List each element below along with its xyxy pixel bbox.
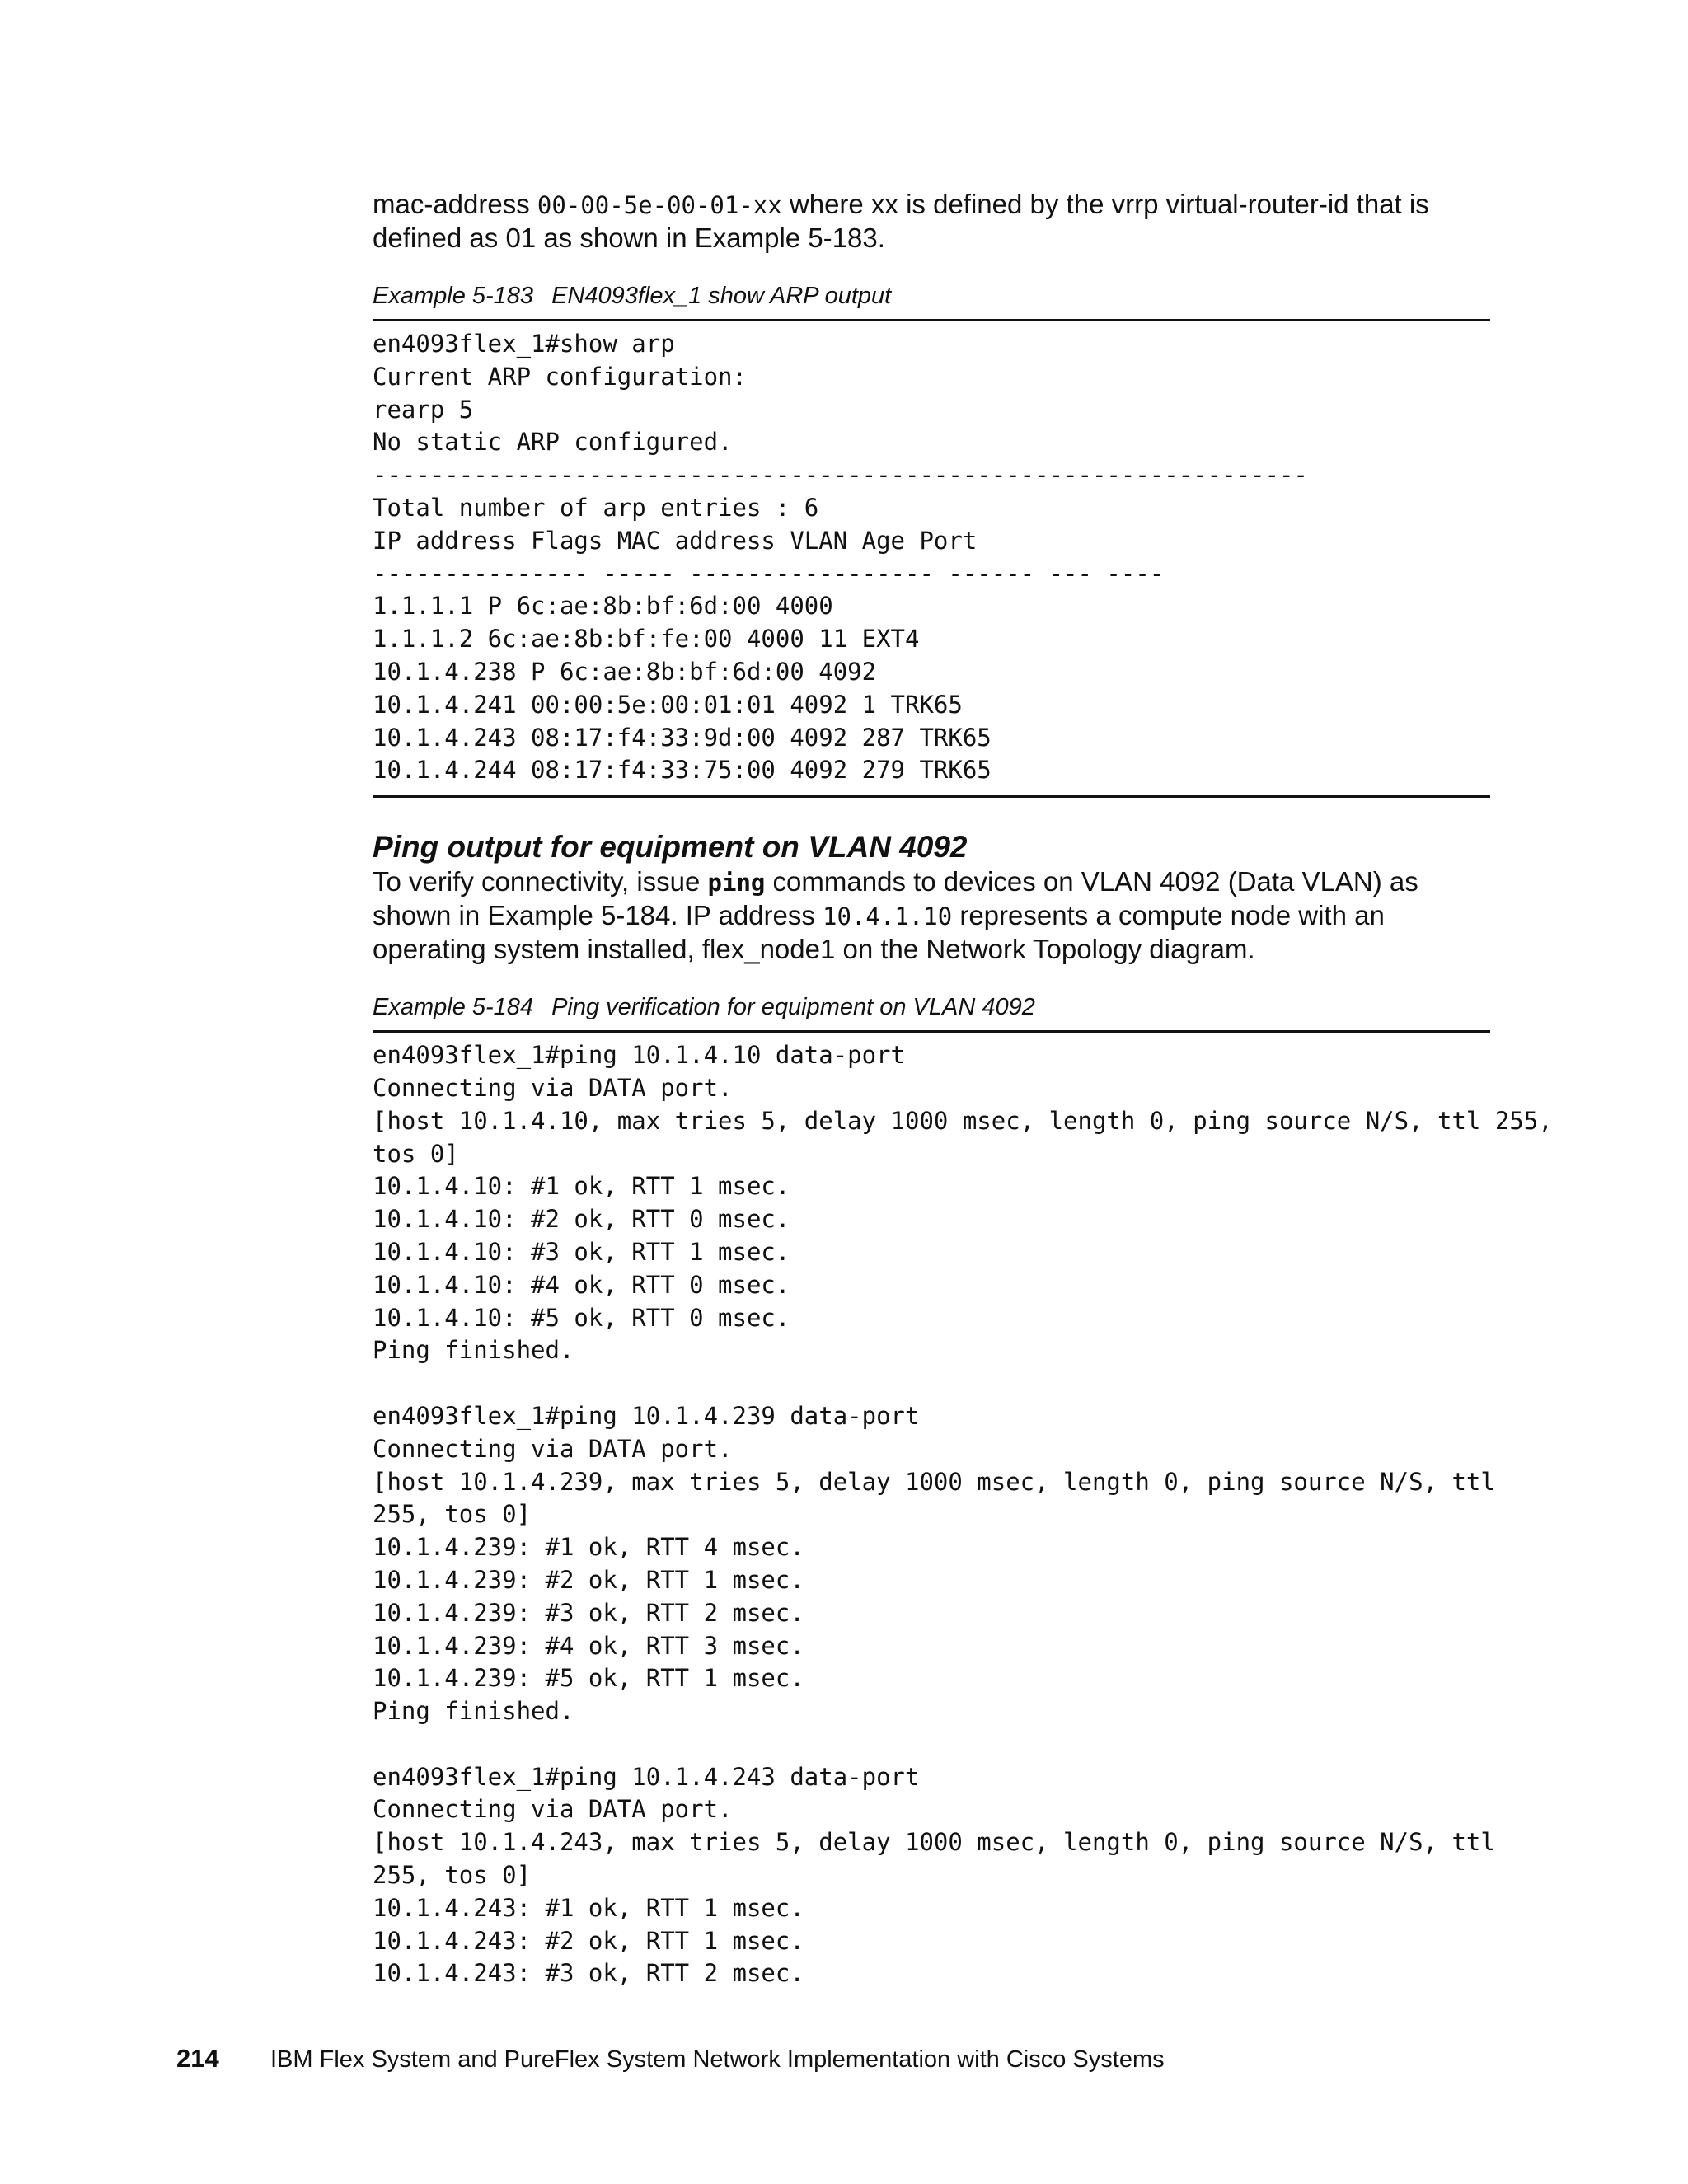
ping-command-code: ping xyxy=(707,869,766,898)
arp-output-line: ----------------------------------------------------------------- xyxy=(373,461,1308,490)
section-heading: Ping output for equipment on VLAN 4092 xyxy=(373,830,968,865)
intro-text-end: where xx is defined by the vrrp virtual-router-id that is defined as 01 as shown in Example 5-183. xyxy=(373,189,1429,253)
ping-output-line: en4093flex_1#ping 10.1.4.243 data-port xyxy=(373,1762,920,1791)
example-5-184-caption xyxy=(373,992,1490,1033)
ping-output-line: tos 0] xyxy=(373,1139,459,1168)
ping-output-line: 10.1.4.239: #1 ok, RTT 4 msec. xyxy=(373,1533,804,1562)
ping-output-line: 10.1.4.10: #1 ok, RTT 1 msec. xyxy=(373,1172,790,1201)
page-number: 214 xyxy=(176,2044,219,2073)
mac-address-code: 00-00-5e-00-01-xx xyxy=(537,191,782,219)
arp-output-line: en4093flex_1#show arp xyxy=(373,330,675,358)
ping-output-line: 10.1.4.239: #5 ok, RTT 1 msec. xyxy=(373,1664,804,1693)
ping-output-line: 10.1.4.243: #1 ok, RTT 1 msec. xyxy=(373,1893,804,1922)
ping-output-line: Ping finished. xyxy=(373,1336,574,1365)
arp-output-code-block xyxy=(373,321,1490,798)
arp-output-line: 10.1.4.241 00:00:5e:00:01:01 4092 1 TRK65 xyxy=(373,690,963,719)
ping-para-text-2: commands to devices on VLAN 4092 (Data VLAN) as shown in Example 5-184. IP address xyxy=(373,866,1418,931)
arp-output-line: No static ARP configured. xyxy=(373,428,733,457)
page-content xyxy=(373,188,1553,1999)
arp-output-line: 10.1.4.244 08:17:f4:33:75:00 4092 279 TRK65 xyxy=(373,756,992,785)
arp-output-line: rearp 5 xyxy=(373,395,474,424)
ping-output-line: 10.1.4.239: #2 ok, RTT 1 msec. xyxy=(373,1565,804,1594)
ping-para-text-3: represents a compute node with an operating system installed, flex_node1 on the Network Topology diagram. xyxy=(373,900,1385,965)
intro-paragraph xyxy=(373,188,1490,255)
arp-output-line: Current ARP configuration: xyxy=(373,362,747,391)
ping-output-line: 10.1.4.10: #2 ok, RTT 0 msec. xyxy=(373,1205,790,1234)
arp-output-line: Total number of arp entries : 6 xyxy=(373,493,819,522)
ping-output-line xyxy=(373,1367,1490,1400)
example-5-183-title: EN4093flex_1 show ARP output xyxy=(551,283,892,309)
ping-output-line: Connecting via DATA port. xyxy=(373,1434,733,1463)
ping-output-line: [host 10.1.4.10, max tries 5, delay 1000 msec, length 0, ping source N/S, ttl 255, xyxy=(373,1106,1553,1135)
arp-output-line: IP address Flags MAC address VLAN Age Port xyxy=(373,526,978,555)
example-5-183-label: Example 5-183 xyxy=(373,283,534,309)
arp-output-line: 1.1.1.1 P 6c:ae:8b:bf:6d:00 4000 xyxy=(373,592,833,621)
example-5-184-title: Ping verification for equipment on VLAN 4092 xyxy=(551,994,1035,1021)
ping-output-line: [host 10.1.4.239, max tries 5, delay 1000 msec, length 0, ping source N/S, ttl xyxy=(373,1467,1495,1496)
ping-output-line: [host 10.1.4.243, max tries 5, delay 1000 msec, length 0, ping source N/S, ttl xyxy=(373,1828,1495,1857)
ping-output-line: en4093flex_1#ping 10.1.4.239 data-port xyxy=(373,1401,920,1430)
ping-output-code-block xyxy=(373,1033,1553,1999)
ip-address-code: 10.4.1.10 xyxy=(823,902,953,931)
ping-output-line: 10.1.4.10: #3 ok, RTT 1 msec. xyxy=(373,1237,790,1266)
example-5-184-label: Example 5-184 xyxy=(373,994,534,1021)
ping-output-line: 255, tos 0] xyxy=(373,1861,532,1890)
ping-output-line: Ping finished. xyxy=(373,1697,574,1726)
ping-intro-paragraph xyxy=(373,865,1490,966)
ping-output-line: 10.1.4.243: #3 ok, RTT 2 msec. xyxy=(373,1959,804,1988)
arp-output-line: 10.1.4.243 08:17:f4:33:9d:00 4092 287 TRK65 xyxy=(373,723,992,752)
ping-output-line: 10.1.4.10: #4 ok, RTT 0 msec. xyxy=(373,1270,790,1299)
ping-output-line xyxy=(373,1728,1490,1761)
ping-output-line: 255, tos 0] xyxy=(373,1500,532,1529)
arp-output-line: 1.1.1.2 6c:ae:8b:bf:fe:00 4000 11 EXT4 xyxy=(373,625,920,654)
ping-output-line: 10.1.4.239: #3 ok, RTT 2 msec. xyxy=(373,1598,804,1627)
ping-output-line: en4093flex_1#ping 10.1.4.10 data-port xyxy=(373,1041,906,1070)
page-footer xyxy=(176,2044,1165,2074)
ping-output-line: 10.1.4.243: #2 ok, RTT 1 msec. xyxy=(373,1926,804,1955)
arp-output-line: 10.1.4.238 P 6c:ae:8b:bf:6d:00 4092 xyxy=(373,657,877,686)
ping-output-line: Connecting via DATA port. xyxy=(373,1073,733,1102)
ping-para-text-1: To verify connectivity, issue xyxy=(373,866,708,898)
arp-output-line: --------------- ----- ----------------- ------ --- ---- xyxy=(373,559,1165,588)
ping-output-line: 10.1.4.239: #4 ok, RTT 3 msec. xyxy=(373,1631,804,1660)
example-5-183-caption xyxy=(373,281,1490,321)
book-title: IBM Flex System and PureFlex System Network Implementation with Cisco Systems xyxy=(270,2046,1165,2073)
intro-text-start: mac-address xyxy=(373,189,537,219)
ping-output-line: Connecting via DATA port. xyxy=(373,1795,733,1824)
ping-output-line: 10.1.4.10: #5 ok, RTT 0 msec. xyxy=(373,1303,790,1332)
